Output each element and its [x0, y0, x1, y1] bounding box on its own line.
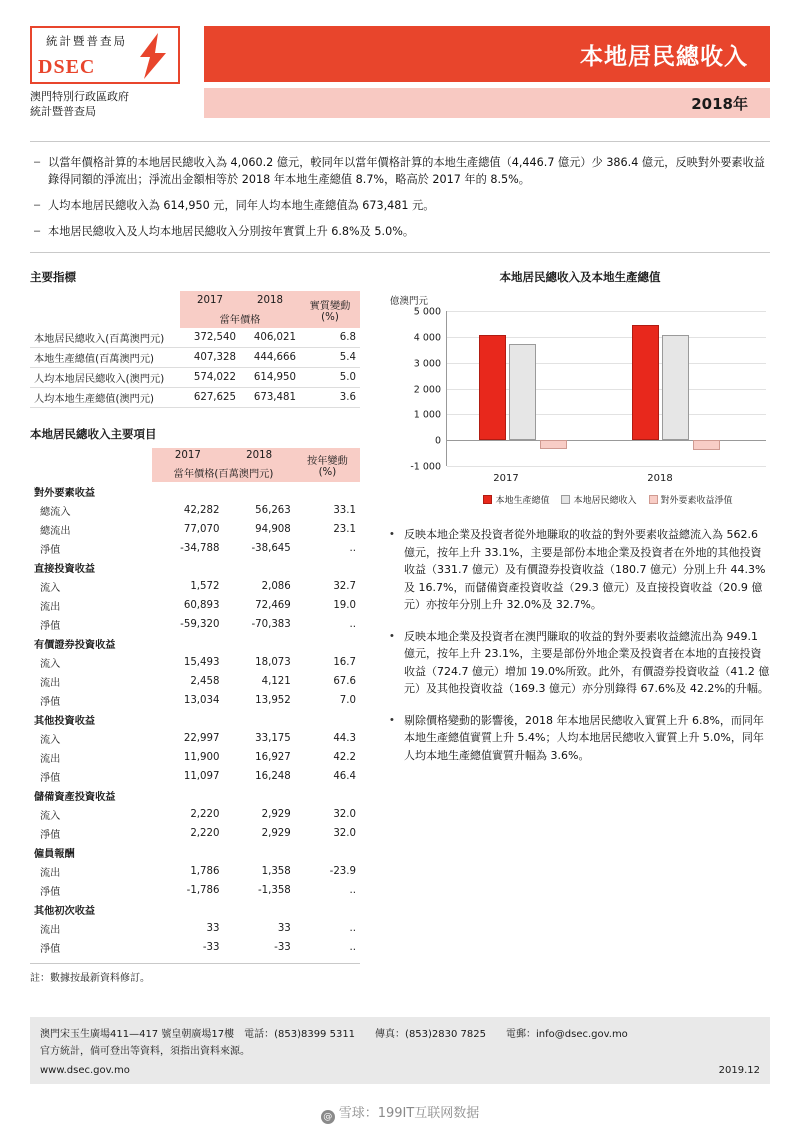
row-change: .. — [349, 885, 356, 896]
y-tick-label: 4 000 — [413, 332, 441, 344]
row-2018: 72,469 — [255, 600, 291, 611]
group-header-row — [30, 482, 360, 501]
row-label: 流入 — [40, 735, 61, 746]
row-label: 人均本地生產總值(澳門元) — [30, 388, 180, 408]
table-row — [30, 328, 360, 348]
row-label: 淨值 — [40, 697, 61, 708]
y-tick-label: 2 000 — [413, 384, 441, 395]
analysis-item — [390, 526, 770, 614]
row-2018: 56,263 — [255, 505, 291, 516]
y-tick-label: -1 000 — [410, 461, 441, 473]
row-2017: 60,893 — [183, 600, 220, 611]
highlight-text: 本地居民總收入及人均本地居民總收入分別按年實質上升 6.8%及 5.0%。 — [48, 225, 415, 238]
bar-netfactor-2017 — [540, 440, 567, 449]
row-2018: 4,121 — [261, 676, 291, 687]
highlights-section — [30, 141, 770, 253]
document-footer — [30, 1017, 770, 1084]
row-2018: -38,645 — [251, 543, 291, 554]
logo-chinese-name: 統計暨普查局 — [46, 34, 127, 48]
table-row — [30, 368, 360, 388]
right-column — [390, 269, 770, 984]
table-row — [30, 615, 360, 634]
row-change: 32.0 — [333, 828, 356, 839]
subheader-spacer — [30, 463, 152, 482]
group-label: 其他初次收益 — [34, 906, 96, 917]
row-label: 本地生產總值(百萬澳門元) — [30, 348, 180, 368]
row-2017: 2,220 — [190, 809, 220, 820]
group-header-row — [30, 710, 360, 729]
bar-gni-2017 — [509, 344, 536, 440]
row-label: 流出 — [40, 925, 61, 936]
analysis-text: 剔除價格變動的影響後，2018 年本地居民總收入實質上升 6.8%，而同年本地生產總值實質上升 5.4%；人均本地居民總收入實質上升 5.0%，同年人均本地生產總值實質升幅為 3.6%。 — [404, 713, 764, 762]
row-2018: 16,927 — [255, 752, 291, 763]
bar-chart — [390, 293, 770, 508]
table-row — [30, 729, 360, 748]
row-label: 流出 — [40, 678, 61, 689]
legend-swatch-icon — [649, 495, 658, 504]
x-tick-label-2018: 2018 — [647, 473, 673, 484]
row-2017: -33 — [202, 942, 220, 953]
legend-item-gdp — [483, 493, 549, 506]
col-header-change-line1: 按年變動 — [307, 456, 348, 467]
col-header-change — [300, 291, 360, 328]
x-tick-label-2017: 2017 — [493, 473, 519, 484]
bullet-dot-icon: • — [390, 713, 394, 726]
group-label: 直接投資收益 — [34, 564, 96, 575]
row-change: 23.1 — [333, 524, 356, 535]
legend-label: 對外要素收益淨值 — [660, 496, 733, 506]
row-2017: 2,220 — [190, 828, 220, 839]
row-2017: 627,625 — [180, 388, 240, 408]
row-change: 3.6 — [300, 388, 360, 408]
row-label: 流入 — [40, 811, 61, 822]
table-note: 註：數據按最新資料修訂。 — [30, 963, 360, 984]
bullet-dot-icon: – — [34, 156, 41, 168]
footer-address: 澳門宋玉生廣場411—417 號皇朝廣場17樓 電話：(853)8399 5311 傳真：(853)2830 7825 電郵：info@dsec.gov.mo — [40, 1029, 628, 1040]
y-tick-label: 5 000 — [413, 306, 441, 318]
col-header-change — [295, 448, 360, 482]
watermark-icon: @ — [321, 1110, 335, 1124]
bullet-dot-icon: – — [34, 199, 41, 211]
row-change: 5.0 — [300, 368, 360, 388]
row-2018: 33,175 — [255, 733, 291, 744]
row-label: 淨值 — [40, 887, 61, 898]
y-tick-label: 3 000 — [413, 358, 441, 370]
row-2017: -34,788 — [180, 543, 220, 554]
group-header-row — [30, 558, 360, 577]
row-2018: 13,952 — [255, 695, 291, 706]
row-2018: 94,908 — [255, 524, 291, 535]
row-2017: -1,786 — [186, 885, 220, 896]
left-column — [30, 269, 360, 984]
row-2017: 11,097 — [183, 771, 220, 782]
bar-gni-2018 — [662, 335, 689, 440]
table-row — [30, 862, 360, 881]
row-change: .. — [349, 619, 356, 630]
analysis-item — [390, 712, 770, 765]
row-change: 19.0 — [333, 600, 356, 611]
row-change: 5.4 — [300, 348, 360, 368]
row-change: .. — [349, 543, 356, 554]
row-change: 33.1 — [333, 505, 356, 516]
table-row — [30, 596, 360, 615]
chart-title: 本地居民總收入及本地生產總值 — [499, 270, 661, 284]
table-row — [30, 672, 360, 691]
bullet-dot-icon: – — [34, 225, 41, 237]
row-2017: 372,540 — [180, 328, 240, 348]
table-row — [30, 748, 360, 767]
table-row — [30, 767, 360, 786]
group-label: 有價證券投資收益 — [34, 640, 116, 651]
table-row — [30, 520, 360, 539]
gridline — [410, 461, 766, 473]
table-row — [30, 805, 360, 824]
row-label: 流出 — [40, 602, 61, 613]
dsec-logo — [30, 26, 180, 119]
table-row — [30, 881, 360, 900]
col-header-change-line2: (%) — [318, 467, 337, 478]
row-label: 流入 — [40, 583, 61, 594]
legend-label: 本地居民總收入 — [573, 496, 637, 506]
page-title: 本地居民總收入 — [204, 26, 770, 82]
row-change: .. — [349, 942, 356, 953]
main-indicators-table — [30, 291, 360, 408]
footer-meta — [40, 1065, 760, 1076]
analysis-text: 反映本地企業及投資者從外地賺取的收益的對外要素收益總流入為 562.6 億元，按年上升 33.1%，主要是部份本地企業及投資者在外地的其他投資收益（331.7 億元）及有價證券投資收益（180.7 億元）分別上升 44.3%及 16.7%，而儲備資產投資收益（29.3 億元）及直接投資收益（20.9 億元）亦按年分別上升 32.0%及 32.7%。 — [404, 528, 766, 611]
group-header-row — [30, 843, 360, 862]
logo-subtitle — [30, 89, 180, 119]
lightning-bolt-icon — [132, 31, 174, 81]
table-row — [30, 577, 360, 596]
legend-item-netfactor — [649, 493, 733, 506]
table-row — [30, 539, 360, 558]
footer-date: 2019.12 — [718, 1065, 760, 1076]
gridline — [413, 306, 766, 318]
highlight-item — [34, 154, 766, 188]
legend-item-gni — [561, 493, 636, 506]
group-header-row — [30, 786, 360, 805]
detail-table — [30, 448, 360, 957]
subheader-spacer — [30, 309, 180, 328]
footer-website[interactable]: www.dsec.gov.mo — [40, 1065, 130, 1076]
y-tick-label: 0 — [434, 435, 441, 447]
row-2017: 42,282 — [183, 505, 220, 516]
row-2018: 614,950 — [240, 368, 300, 388]
group-label: 其他投資收益 — [34, 716, 96, 727]
header-spacer — [30, 448, 152, 463]
row-change: 42.2 — [333, 752, 356, 763]
row-change: 46.4 — [333, 771, 356, 782]
row-2018: 1,358 — [261, 866, 291, 877]
row-2017: 15,493 — [183, 657, 220, 668]
highlight-text: 以當年價格計算的本地居民總收入為 4,060.2 億元，較同年以當年價格計算的本地生產總值（4,446.7 億元）少 386.4 億元，反映對外要素收益錄得同額的淨流出；淨流出金額相等於 2018 年本地生產總值 8.7%，略高於 2017 年的 8.5%。 — [48, 156, 765, 186]
row-label: 淨值 — [40, 773, 61, 784]
table-row — [30, 348, 360, 368]
row-2018: 33 — [277, 923, 291, 934]
header-spacer — [30, 291, 180, 309]
logo-subtitle-line1: 澳門特別行政區政府 — [30, 90, 129, 103]
col-header-2017: 2017 — [180, 291, 240, 309]
row-label: 淨值 — [40, 621, 61, 632]
bar-gdp-2017 — [479, 335, 506, 440]
row-2017: 77,070 — [183, 524, 220, 535]
row-2017: 574,022 — [180, 368, 240, 388]
row-label: 總流出 — [40, 526, 71, 537]
row-label: 淨值 — [40, 545, 61, 556]
logo-subtitle-line2: 統計暨普查局 — [30, 105, 96, 118]
row-label: 淨值 — [40, 830, 61, 841]
row-label: 人均本地居民總收入(澳門元) — [30, 368, 180, 388]
col-header-2018: 2018 — [240, 291, 300, 309]
title-block — [204, 26, 770, 118]
col-subheader-currentprice: 當年價格(百萬澳門元) — [152, 463, 295, 482]
row-label: 淨值 — [40, 944, 61, 955]
document-header — [0, 0, 800, 119]
row-change: 32.7 — [333, 581, 356, 592]
row-2017: 13,034 — [183, 695, 220, 706]
chart-y-unit: 億澳門元 — [390, 296, 429, 307]
logo-abbreviation: DSEC — [38, 56, 96, 78]
y-tick-label: 1 000 — [413, 409, 441, 421]
row-change: 7.0 — [339, 695, 356, 706]
row-change: .. — [349, 923, 356, 934]
row-change: 44.3 — [333, 733, 356, 744]
table-header-row — [30, 448, 360, 463]
footer-disclaimer: 官方統計，倘可登出等資料，須指出資料來源。 — [40, 1046, 250, 1057]
bullet-dot-icon: • — [390, 528, 394, 540]
row-label: 流出 — [40, 868, 61, 879]
row-2017: 407,328 — [180, 348, 240, 368]
row-2017: -59,320 — [180, 619, 220, 630]
logo-emblem — [30, 26, 180, 84]
row-label: 本地居民總收入(百萬澳門元) — [30, 328, 180, 348]
col-subheader-currentprice: 當年價格 — [180, 309, 300, 328]
highlight-text: 人均本地居民總收入為 614,950 元，同年人均本地生產總值為 673,481 元。 — [48, 199, 435, 212]
col-header-change-line1: 實質變動 — [309, 300, 351, 312]
row-2017: 11,900 — [183, 752, 220, 763]
row-2018: 406,021 — [240, 328, 300, 348]
row-2018: -70,383 — [251, 619, 291, 630]
row-2018: 16,248 — [255, 771, 291, 782]
table-row — [30, 691, 360, 710]
row-2017: 22,997 — [183, 733, 220, 744]
legend-swatch-icon — [483, 495, 492, 504]
highlight-item — [34, 223, 766, 240]
row-change: 16.7 — [333, 657, 356, 668]
group-label: 儲備資產投資收益 — [34, 792, 116, 803]
table-row — [30, 824, 360, 843]
row-label: 總流入 — [40, 507, 71, 518]
bar-gdp-2018 — [632, 325, 659, 440]
watermark — [0, 1102, 800, 1124]
row-change: 32.0 — [333, 809, 356, 820]
table-row — [30, 388, 360, 408]
row-change: -23.9 — [329, 866, 356, 877]
row-2017: 2,458 — [190, 676, 220, 687]
group-header-row — [30, 634, 360, 653]
row-label: 流入 — [40, 659, 61, 670]
group-label: 僱員報酬 — [34, 849, 75, 860]
main-indicators-title: 主要指標 — [30, 270, 76, 284]
chart-plot-area — [410, 306, 766, 473]
analysis-text: 反映本地企業及投資者在澳門賺取的收益的對外要素收益總流出為 949.1 億元，按年上升 23.1%，主要是部份外地企業及投資者在本地的直接投資收益（724.7 億元）增加 19.0%所致。此外，有價證券投資收益（41.2 億元）及其他投資收益（169.3 億元）亦分別錄得 67.6%及 42.2%的升幅。 — [404, 629, 770, 695]
bullet-dot-icon: • — [390, 629, 394, 642]
analysis-item — [390, 628, 770, 698]
legend-swatch-icon — [561, 495, 570, 504]
table-row — [30, 938, 360, 957]
legend-label: 本地生產總值 — [495, 496, 550, 506]
row-2018: 444,666 — [240, 348, 300, 368]
table-row — [30, 919, 360, 938]
row-label: 流出 — [40, 754, 61, 765]
highlight-item — [34, 197, 766, 214]
watermark-text: 雪球：199IT互联网数据 — [338, 1106, 480, 1121]
group-header-row — [30, 900, 360, 919]
row-2018: -1,358 — [257, 885, 291, 896]
row-2018: -33 — [274, 942, 291, 953]
table-header-row — [30, 291, 360, 309]
table-row — [30, 653, 360, 672]
row-2018: 18,073 — [255, 657, 291, 668]
row-2017: 1,786 — [190, 866, 220, 877]
row-2017: 33 — [206, 923, 220, 934]
table-row — [30, 501, 360, 520]
row-2018: 2,929 — [261, 828, 291, 839]
body-columns — [30, 269, 770, 984]
row-2018: 2,086 — [261, 581, 291, 592]
row-change: 67.6 — [333, 676, 356, 687]
chart-legend — [446, 493, 770, 506]
row-2018: 673,481 — [240, 388, 300, 408]
year-badge: 2018年 — [204, 88, 770, 118]
row-2017: 1,572 — [190, 581, 220, 592]
col-header-change-line2: (%) — [321, 311, 339, 323]
bar-netfactor-2018 — [693, 440, 720, 450]
row-change: 6.8 — [300, 328, 360, 348]
row-2018: 2,929 — [261, 809, 291, 820]
col-header-2018: 2018 — [224, 448, 295, 463]
analysis-bullets — [390, 526, 770, 764]
detail-table-title: 本地居民總收入主要項目 — [30, 427, 157, 441]
col-header-2017: 2017 — [152, 448, 223, 463]
group-label: 對外要素收益 — [34, 488, 96, 499]
